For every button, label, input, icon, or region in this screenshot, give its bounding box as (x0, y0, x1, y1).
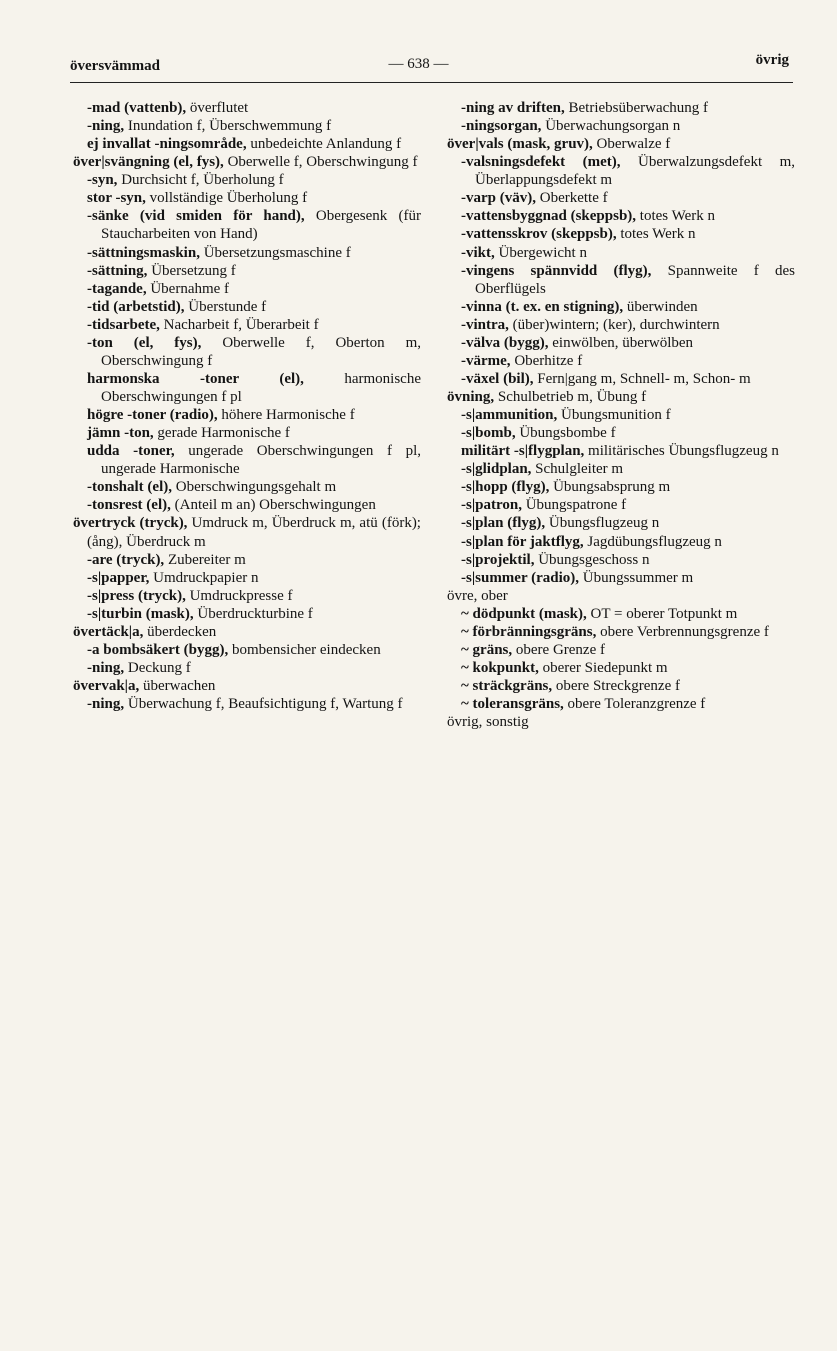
entry-headword: -värme, (461, 352, 511, 369)
entry-headword: ~ förbränningsgräns, (461, 623, 597, 640)
entry-translation: obere Streckgrenze f (552, 678, 680, 694)
entry-translation: överflutet (186, 100, 249, 116)
dictionary-entry (461, 334, 795, 352)
entry-headword: -tagande, (87, 280, 147, 297)
entry-translation: Oberwelle f, Oberschwingung f (223, 154, 418, 171)
dictionary-entry (87, 641, 421, 659)
entry-translation: övre, ober (447, 587, 508, 604)
entry-translation: Übergewicht n (494, 244, 587, 261)
dictionary-entry (87, 551, 421, 569)
entry-headword: -s|patron, (461, 497, 522, 514)
entry-headword: ~ toleransgräns, (461, 696, 564, 713)
dictionary-entry (73, 623, 421, 641)
entry-headword: -välva (bygg), (461, 334, 549, 351)
entry-translation: oberer Siedepunkt m (538, 659, 668, 676)
dictionary-entry (461, 551, 795, 569)
dictionary-entry (461, 244, 795, 262)
entry-headword: harmonska -toner (el), (87, 370, 304, 387)
entry-translation: höhere Harmonische f (217, 407, 355, 424)
entry-translation: övrig, sonstig (447, 714, 529, 731)
entry-translation: überwachen (139, 678, 216, 694)
entry-translation: Überwachung f, Beaufsichtigung f, Wartung f (124, 696, 403, 713)
entry-headword: -vintra, (461, 316, 509, 333)
dictionary-entry (461, 298, 795, 316)
dictionary-entry (87, 605, 421, 623)
entry-translation: harmonische Oberschwingungen f pl (101, 370, 421, 405)
entry-translation: Übungsabsprung m (549, 479, 671, 496)
page-number: — 638 — (388, 56, 449, 72)
entry-translation: einwölben, überwölben (548, 334, 694, 351)
entry-headword: -vinna (t. ex. en stigning), (461, 298, 624, 315)
entry-translation: unbedeichte Anlandung f (246, 136, 402, 153)
entry-headword: ~ kokpunkt, (461, 659, 539, 676)
dictionary-entry (87, 424, 421, 442)
dictionary-entry (461, 641, 795, 659)
entry-headword: -s|glidplan, (461, 461, 532, 478)
dictionary-entry (87, 496, 421, 514)
entry-headword: högre -toner (radio), (87, 407, 218, 424)
entry-headword: över|svängning (el, fys), (73, 154, 224, 171)
dictionary-entry (461, 153, 795, 189)
entry-translation: Übungsbombe f (515, 425, 616, 442)
entry-translation: Übernahme f (146, 280, 230, 297)
entry-headword: -ning, (87, 696, 125, 713)
entry-translation: Übungsmunition f (557, 407, 671, 424)
entry-translation: Fern|gang m, Schnell- m, Schon- m (533, 370, 751, 387)
entry-headword: -a bombsäkert (bygg), (87, 641, 229, 658)
dictionary-entry (461, 514, 795, 532)
dictionary-entry (73, 153, 421, 171)
dictionary-entry (73, 514, 421, 550)
dictionary-entry (461, 496, 795, 514)
dictionary-entry (87, 370, 421, 406)
entry-headword: -s|turbin (mask), (87, 605, 194, 622)
entry-translation: Betriebsüberwachung f (564, 100, 709, 116)
entry-translation: Inundation f, Überschwemmung f (124, 118, 332, 135)
dictionary-entry (461, 370, 795, 388)
entry-headword: övertäck|a, (73, 623, 144, 640)
entry-translation: Deckung f (124, 659, 191, 676)
entry-headword: övning, (447, 389, 495, 405)
dictionary-entry (461, 424, 795, 442)
dictionary-entry (461, 352, 795, 370)
dictionary-entry (461, 695, 795, 713)
dictionary-entry (87, 334, 421, 370)
dictionary-entry (461, 478, 795, 496)
dictionary-entry (461, 406, 795, 424)
entry-translation: bombensicher eindecken (228, 641, 381, 658)
entry-translation: Spannweite f des Oberflügels (475, 262, 795, 297)
entry-translation: obere Grenze f (512, 641, 605, 658)
entry-headword: militärt -s|flygplan, (461, 443, 585, 460)
entry-translation: totes Werk n (636, 208, 715, 225)
dictionary-entry (447, 587, 795, 605)
entry-translation: Überstunde f (184, 298, 267, 315)
dictionary-entry (461, 207, 795, 225)
entry-headword: udda -toner, (87, 443, 175, 460)
entry-headword: -syn, (87, 172, 118, 189)
dictionary-entry (87, 316, 421, 334)
dictionary-entry (87, 569, 421, 587)
entry-translation: Umdruck m, Überdruck m, atü (förk); (ång), Überdruck m (87, 515, 421, 550)
dictionary-entry (461, 117, 795, 135)
entry-translation: Übungspatrone f (521, 497, 627, 514)
entry-translation: Überwalzungsdefekt m, Überlappungsdefekt m (475, 154, 795, 189)
entry-translation: Überwachungsorgan n (541, 118, 681, 135)
entry-translation: gerade Harmonische f (153, 425, 290, 442)
dictionary-entry (87, 189, 421, 207)
dictionary-entry (87, 280, 421, 298)
entry-translation: Übungssummer m (579, 569, 694, 586)
dictionary-entry (87, 207, 421, 243)
dictionary-entry (461, 225, 795, 243)
right-column (447, 99, 795, 731)
entry-headword: övervak|a, (73, 678, 140, 694)
entry-translation: Oberschwingungsgehalt m (172, 479, 337, 496)
page-header (0, 0, 837, 90)
entry-headword: -s|plan för jaktflyg, (461, 533, 584, 550)
entry-translation: Oberhitze f (510, 352, 583, 369)
dictionary-entry (461, 677, 795, 695)
entry-headword: -ton (el, fys), (87, 334, 202, 351)
entry-headword: -sänke (vid smiden för hand), (87, 208, 305, 225)
entry-translation: Übungsflugzeug n (545, 515, 660, 532)
entry-headword: jämn -ton, (87, 425, 154, 442)
entry-translation: Oberwalze f (592, 136, 671, 153)
entry-translation: überdecken (143, 623, 217, 640)
entry-translation: Überdruckturbine f (193, 605, 313, 622)
entry-translation: Umdruckpresse f (185, 587, 293, 604)
dictionary-entry (461, 460, 795, 478)
entry-translation: Schulgleiter m (531, 461, 624, 478)
dictionary-entry (447, 713, 795, 731)
entry-translation: OT = oberer Totpunkt m (586, 605, 738, 622)
entry-headword: ~ sträckgräns, (461, 678, 553, 694)
dictionary-entry (461, 533, 795, 551)
entry-translation: Übersetzung f (147, 262, 236, 279)
entry-translation: Obergesenk (für Staucharbeiten von Hand) (101, 208, 421, 243)
dictionary-entry (87, 587, 421, 605)
entry-translation: (Anteil m an) Oberschwingungen (170, 497, 376, 514)
entry-headword: stor -syn, (87, 190, 146, 207)
entry-translation: totes Werk n (616, 226, 696, 243)
entry-headword: -s|ammunition, (461, 407, 558, 424)
entry-headword: övertryck (tryck), (73, 515, 188, 532)
entry-translation: obere Verbrennungsgrenze f (596, 623, 769, 640)
entry-headword: -s|bomb, (461, 425, 516, 442)
entry-translation: Umdruckpapier n (149, 569, 259, 586)
dictionary-entry (87, 659, 421, 677)
dictionary-entry (87, 171, 421, 189)
dictionary-entry (87, 244, 421, 262)
entry-headword: ~ gräns, (461, 641, 513, 658)
entry-translation: vollständige Überholung f (145, 190, 308, 207)
entry-headword: -tidsarbete, (87, 316, 160, 333)
entry-translation: Jagdübungsflugzeug n (583, 533, 722, 550)
entry-translation: Übersetzungsmaschine f (199, 244, 351, 261)
dictionary-entry (461, 659, 795, 677)
dictionary-entry (87, 695, 421, 713)
entry-translation: Durchsicht f, Überholung f (117, 172, 284, 189)
dictionary-entry (87, 262, 421, 280)
dictionary-entry (461, 99, 795, 117)
dictionary-entry (87, 298, 421, 316)
entry-headword: ej invallat -ningsområde, (87, 136, 247, 153)
dictionary-entry (447, 135, 795, 153)
entry-headword: -s|press (tryck), (87, 587, 186, 604)
entry-headword: -ningsorgan, (461, 118, 542, 135)
dictionary-entry (461, 605, 795, 623)
dictionary-entry (461, 623, 795, 641)
entry-headword: -s|hopp (flyg), (461, 479, 550, 496)
entry-headword: -sättning, (87, 262, 148, 279)
entry-headword: -växel (bil), (461, 370, 534, 387)
running-head-left: översvämmad (70, 58, 160, 74)
dictionary-entry (73, 677, 421, 695)
dictionary-entry (87, 117, 421, 135)
entry-headword: -valsningsdefekt (met), (461, 154, 621, 171)
entry-translation: überwinden (623, 298, 698, 315)
entry-headword: -s|projektil, (461, 551, 535, 568)
entry-translation: Zubereiter m (164, 551, 246, 568)
entry-headword: -ning, (87, 118, 125, 135)
entry-headword: -tonshalt (el), (87, 479, 172, 496)
entry-translation: Übungsgeschoss n (534, 551, 650, 568)
dictionary-entry (461, 262, 795, 298)
entry-headword: -tid (arbetstid), (87, 298, 185, 315)
entry-headword: -s|papper, (87, 569, 150, 586)
dictionary-entry (447, 388, 795, 406)
entry-translation: Nacharbeit f, Überarbeit f (159, 316, 319, 333)
left-column (73, 99, 421, 713)
entry-headword: -ning, (87, 659, 125, 676)
dictionary-entry (461, 569, 795, 587)
entry-translation: Oberkette f (536, 190, 608, 207)
entry-translation: militärisches Übungsflugzeug n (584, 443, 779, 460)
entry-headword: -tonsrest (el), (87, 497, 171, 514)
entry-translation: obere Toleranzgrenze f (563, 696, 706, 713)
entry-headword: -varp (väv), (461, 190, 536, 207)
dictionary-entry (461, 189, 795, 207)
entry-translation: (über)wintern; (ker), durchwintern (508, 316, 720, 333)
dictionary-entry (87, 99, 421, 117)
entry-headword: -vingens spännvidd (flyg), (461, 262, 652, 279)
header-rule (70, 82, 793, 83)
dictionary-entry (87, 406, 421, 424)
entry-headword: -sättningsmaskin, (87, 244, 200, 261)
entry-headword: -mad (vattenb), (87, 100, 187, 116)
dictionary-entry (461, 316, 795, 334)
entry-translation: Oberwelle f, Oberton m, Oberschwingung f (101, 334, 421, 369)
entry-headword: över|vals (mask, gruv), (447, 136, 593, 153)
entry-headword: -s|summer (radio), (461, 569, 580, 586)
entry-headword: -vattensbyggnad (skeppsb), (461, 208, 637, 225)
dictionary-entry (87, 135, 421, 153)
running-head-right: övrig (755, 52, 789, 68)
entry-headword: -s|plan (flyg), (461, 515, 546, 532)
entry-headword: -ning av driften, (461, 100, 565, 116)
entry-headword: ~ dödpunkt (mask), (461, 605, 587, 622)
entry-headword: -are (tryck), (87, 551, 165, 568)
dictionary-entry (87, 442, 421, 478)
entry-translation: Schulbetrieb m, Übung f (494, 389, 647, 405)
dictionary-entry (87, 478, 421, 496)
entry-headword: -vattensskrov (skeppsb), (461, 226, 617, 243)
entry-translation: ungerade Oberschwingungen f pl, ungerade Harmonische (101, 443, 421, 478)
dictionary-entry (461, 442, 795, 460)
entry-headword: -vikt, (461, 244, 495, 261)
